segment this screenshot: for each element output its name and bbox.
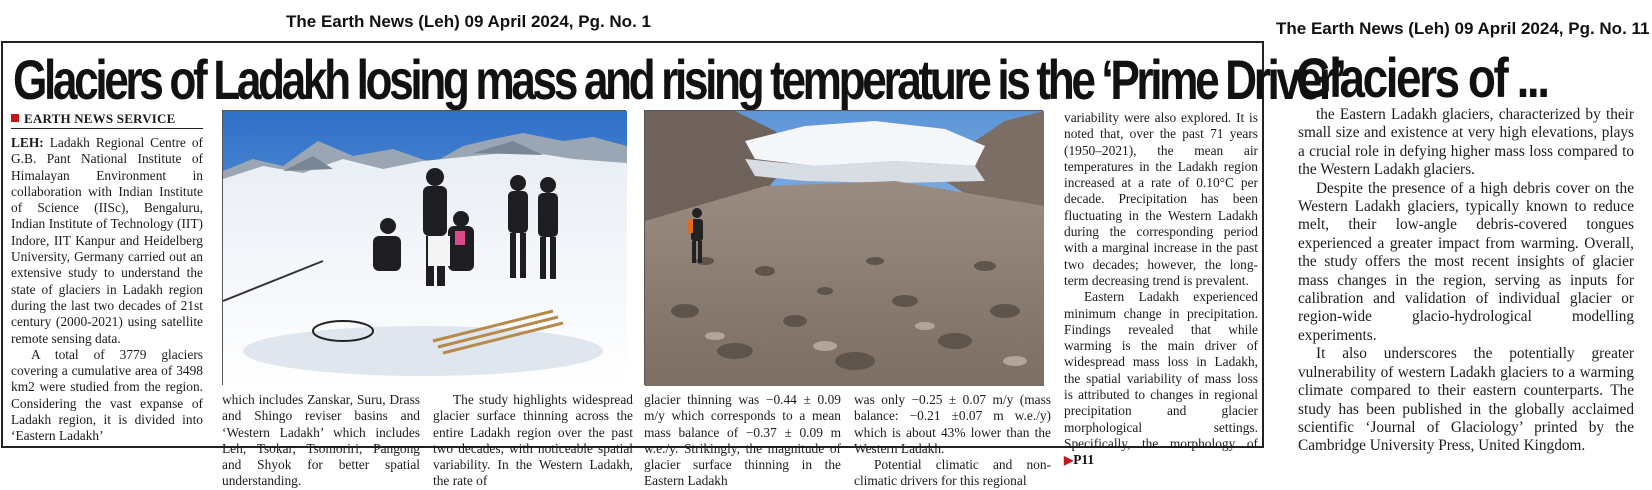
continued-arrow-icon: ▶ xyxy=(1064,453,1074,468)
paragraph: Despite the presence of a high debris cover on the Western Ladakh glaciers, typically known to reduce melt, their low-angle debris-covered tongues experienced a greater impact from warming. Overall, the study offers the most recent insights of glacier mass changes in the region, serving as inputs for calibration and validation of individual glacier or region-wide glacio-hydrological modelling experiments. xyxy=(1298,179,1634,344)
paragraph: variability were also explored. It is noted that, over the past 71 years (1950–2021), the mean air temperatures in the Ladakh region increased at a rate of 0.10°C per decade. Precipitation has been fluctuating in the Western Ladakh during the corresponding period with a marginal increase in the past two decades; however, the long-term decreasing trend is prevalent. xyxy=(1064,110,1258,288)
dateline: LEH: xyxy=(11,135,44,150)
paragraph-text: Eastern Ladakh experienced minimum change in precipitation. Findings revealed that while warming is the main driver of widespread mass loss in Ladakh, the spatial variability of mass loss is attributed to changes in regional precipitation and glacier morphological settings. Specifically, the morphology of xyxy=(1064,289,1258,451)
text-column-6 xyxy=(1064,110,1258,469)
continued-on-page-link[interactable] xyxy=(1064,452,1094,467)
paragraph: It also underscores the potentially greater vulnerability of western Ladakh glaciers to a warming climate compared to their eastern counterparts. The study has been published in the globally acclaimed scientific ‘Journal of Glaciology’ printed by the Cambridge University Press, United Kingdom. xyxy=(1298,345,1634,455)
paragraph xyxy=(1064,289,1258,468)
text-column-1 xyxy=(11,135,203,445)
article-headline: Glaciers of Ladakh losing mass and rising temperature is the ‘Prime Driver’ xyxy=(13,48,1344,111)
article-clipping-page-1 xyxy=(1,41,1344,489)
byline xyxy=(11,111,203,129)
article-clipping-page-11 xyxy=(1292,46,1652,455)
paragraph: was only −0.25 ± 0.07 m/y (mass balance: −0.21 ±0.07 m w.e./y) which is about 43% lower than the Western Ladakh. xyxy=(854,392,1051,456)
photo-glacier-debris-valley-image xyxy=(645,111,1044,386)
text-column-4 xyxy=(644,392,841,490)
continuation-text-column xyxy=(1298,106,1634,456)
byline-marker-icon xyxy=(11,114,19,122)
paragraph: A total of 3779 glaciers covering a cumulative area of 3498 km2 were studied from the region. Considering the vast expanse of Ladakh region, it is divided into ‘Eastern Ladakh’ xyxy=(11,346,203,444)
paragraph xyxy=(11,135,203,347)
paragraph-text: Ladakh Regional Centre of G.B. Pant National Institute of Himalayan Environment in collaboration with Indian Institute of Science (IISc), Bengaluru, Indian Institute of Technology (IIT) Indore, IIT Kanpur and Heidelberg University, Germany carried out an extensive study to understand the state of glaciers in Ladakh region during the last two decades of 21st century (2000-2021) using satellite remote sensing data. xyxy=(11,135,203,346)
text-column-5 xyxy=(854,392,1051,490)
text-column-3 xyxy=(433,392,633,490)
paragraph: Potential climatic and non-climatic drivers for this regional xyxy=(854,457,1051,489)
photo-glacier-field-team-image xyxy=(223,111,627,386)
continuation-headline: Glaciers of ... xyxy=(1296,46,1548,109)
source-line-page-1: The Earth News (Leh) 09 April 2024, Pg. No. 1 xyxy=(286,12,651,31)
text-column-2 xyxy=(222,392,420,490)
paragraph: glacier thinning was −0.44 ± 0.09 m/y which corresponds to a mean mass balance of −0.37 ± 0.09 m w.e./y. Strikingly, the magnitude of glacier surface thinning in the Eastern Ladakh xyxy=(644,392,841,489)
paragraph: which includes Zanskar, Suru, Drass and Shingo reviser basins and ‘Western Ladakh’ which includes Leh, Tsokar, Tsomoriri, Pangong and Shyok for better spatial understanding. xyxy=(222,392,420,489)
byline-text: EARTH NEWS SERVICE xyxy=(24,111,176,126)
photo-glacier-field-team xyxy=(222,110,626,385)
continued-page-ref: P11 xyxy=(1073,452,1095,468)
paragraph: The study highlights widespread glacier surface thinning across the entire Ladakh region over the past two decades, with noticeable spatial variability. In the Western Ladakh, the rate of xyxy=(433,392,633,489)
paragraph: the Eastern Ladakh glaciers, characterized by their small size and existence at very high elevations, plays a crucial role in defying higher mass loss compared to the Western Ladakh glaciers. xyxy=(1298,106,1634,179)
source-line-page-11: The Earth News (Leh) 09 April 2024, Pg. No. 11 xyxy=(1276,19,1650,38)
photo-glacier-debris-valley xyxy=(644,110,1043,385)
